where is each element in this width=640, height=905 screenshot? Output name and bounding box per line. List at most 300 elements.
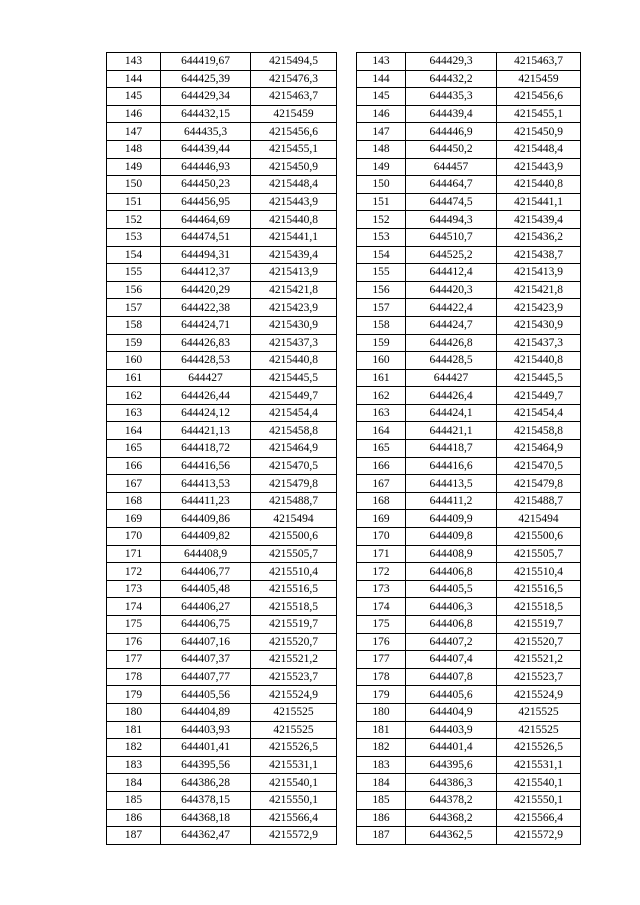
x-coordinate-cell: 644407,4 bbox=[406, 651, 497, 669]
y-coordinate-cell: 4215421,8 bbox=[497, 281, 581, 299]
y-coordinate-cell: 4215540,1 bbox=[251, 774, 337, 792]
y-coordinate-cell: 4215423,9 bbox=[497, 299, 581, 317]
table-row bbox=[357, 563, 581, 581]
y-coordinate-cell: 4215430,9 bbox=[251, 316, 337, 334]
point-number-cell: 167 bbox=[107, 475, 161, 493]
x-coordinate-cell: 644450,2 bbox=[406, 140, 497, 158]
x-coordinate-cell: 644419,67 bbox=[161, 53, 251, 71]
table-row bbox=[357, 299, 581, 317]
table-row bbox=[357, 158, 581, 176]
y-coordinate-cell: 4215526,5 bbox=[497, 739, 581, 757]
y-coordinate-cell: 4215455,1 bbox=[251, 140, 337, 158]
table-row bbox=[107, 211, 337, 229]
table-row bbox=[107, 369, 337, 387]
x-coordinate-cell: 644525,2 bbox=[406, 246, 497, 264]
y-coordinate-cell: 4215525 bbox=[497, 721, 581, 739]
x-coordinate-cell: 644418,72 bbox=[161, 440, 251, 458]
y-coordinate-cell: 4215470,5 bbox=[497, 457, 581, 475]
y-coordinate-cell: 4215470,5 bbox=[251, 457, 337, 475]
table-row bbox=[107, 387, 337, 405]
x-coordinate-cell: 644426,4 bbox=[406, 387, 497, 405]
y-coordinate-cell: 4215516,5 bbox=[497, 580, 581, 598]
table-row bbox=[357, 686, 581, 704]
x-coordinate-cell: 644409,9 bbox=[406, 510, 497, 528]
y-coordinate-cell: 4215443,9 bbox=[497, 158, 581, 176]
table-row bbox=[107, 827, 337, 845]
table-row bbox=[357, 633, 581, 651]
table-row bbox=[107, 281, 337, 299]
x-coordinate-cell: 644406,8 bbox=[406, 616, 497, 634]
y-coordinate-cell: 4215421,8 bbox=[251, 281, 337, 299]
y-coordinate-cell: 4215454,4 bbox=[497, 404, 581, 422]
y-coordinate-cell: 4215476,3 bbox=[251, 70, 337, 88]
table-row bbox=[357, 580, 581, 598]
y-coordinate-cell: 4215458,8 bbox=[497, 422, 581, 440]
point-number-cell: 186 bbox=[107, 809, 161, 827]
y-coordinate-cell: 4215524,9 bbox=[251, 686, 337, 704]
point-number-cell: 184 bbox=[107, 774, 161, 792]
x-coordinate-cell: 644446,93 bbox=[161, 158, 251, 176]
point-number-cell: 147 bbox=[357, 123, 406, 141]
x-coordinate-cell: 644428,53 bbox=[161, 352, 251, 370]
y-coordinate-cell: 4215494 bbox=[497, 510, 581, 528]
table-row bbox=[107, 264, 337, 282]
y-coordinate-cell: 4215455,1 bbox=[497, 105, 581, 123]
table-row bbox=[357, 545, 581, 563]
x-coordinate-cell: 644368,18 bbox=[161, 809, 251, 827]
y-coordinate-cell: 4215520,7 bbox=[251, 633, 337, 651]
table-row bbox=[107, 598, 337, 616]
table-row bbox=[357, 791, 581, 809]
table-row bbox=[107, 545, 337, 563]
table-row bbox=[107, 422, 337, 440]
y-coordinate-cell: 4215523,7 bbox=[497, 668, 581, 686]
point-number-cell: 143 bbox=[357, 53, 406, 71]
y-coordinate-cell: 4215456,6 bbox=[251, 123, 337, 141]
table-row bbox=[357, 475, 581, 493]
x-coordinate-cell: 644432,2 bbox=[406, 70, 497, 88]
x-coordinate-cell: 644407,8 bbox=[406, 668, 497, 686]
x-coordinate-cell: 644464,69 bbox=[161, 211, 251, 229]
point-number-cell: 173 bbox=[107, 580, 161, 598]
table-row bbox=[107, 756, 337, 774]
point-number-cell: 181 bbox=[357, 721, 406, 739]
y-coordinate-cell: 4215566,4 bbox=[497, 809, 581, 827]
table-row bbox=[357, 105, 581, 123]
y-coordinate-cell: 4215464,9 bbox=[251, 440, 337, 458]
y-coordinate-cell: 4215531,1 bbox=[251, 756, 337, 774]
x-coordinate-cell: 644413,5 bbox=[406, 475, 497, 493]
y-coordinate-cell: 4215445,5 bbox=[251, 369, 337, 387]
y-coordinate-cell: 4215500,6 bbox=[251, 528, 337, 546]
point-number-cell: 148 bbox=[107, 140, 161, 158]
table-row bbox=[357, 528, 581, 546]
y-coordinate-cell: 4215518,5 bbox=[497, 598, 581, 616]
table-row bbox=[107, 580, 337, 598]
point-number-cell: 145 bbox=[357, 88, 406, 106]
y-coordinate-cell: 4215550,1 bbox=[251, 791, 337, 809]
table-row bbox=[357, 123, 581, 141]
point-number-cell: 158 bbox=[107, 316, 161, 334]
y-coordinate-cell: 4215572,9 bbox=[497, 827, 581, 845]
table-row bbox=[357, 703, 581, 721]
table-row bbox=[107, 721, 337, 739]
y-coordinate-cell: 4215572,9 bbox=[251, 827, 337, 845]
x-coordinate-cell: 644411,2 bbox=[406, 492, 497, 510]
x-coordinate-cell: 644464,7 bbox=[406, 176, 497, 194]
x-coordinate-cell: 644429,3 bbox=[406, 53, 497, 71]
y-coordinate-cell: 4215441,1 bbox=[251, 228, 337, 246]
y-coordinate-cell: 4215413,9 bbox=[497, 264, 581, 282]
y-coordinate-cell: 4215443,9 bbox=[251, 193, 337, 211]
x-coordinate-cell: 644474,5 bbox=[406, 193, 497, 211]
y-coordinate-cell: 4215521,2 bbox=[497, 651, 581, 669]
x-coordinate-cell: 644418,7 bbox=[406, 440, 497, 458]
y-coordinate-cell: 4215519,7 bbox=[497, 616, 581, 634]
table-row bbox=[357, 176, 581, 194]
point-number-cell: 178 bbox=[107, 668, 161, 686]
table-row bbox=[357, 316, 581, 334]
y-coordinate-cell: 4215531,1 bbox=[497, 756, 581, 774]
x-coordinate-cell: 644404,89 bbox=[161, 703, 251, 721]
x-coordinate-cell: 644420,29 bbox=[161, 281, 251, 299]
point-number-cell: 185 bbox=[357, 791, 406, 809]
table-row bbox=[357, 457, 581, 475]
x-coordinate-cell: 644362,5 bbox=[406, 827, 497, 845]
y-coordinate-cell: 4215430,9 bbox=[497, 316, 581, 334]
table-row bbox=[107, 510, 337, 528]
y-coordinate-cell: 4215413,9 bbox=[251, 264, 337, 282]
point-number-cell: 147 bbox=[107, 123, 161, 141]
point-number-cell: 180 bbox=[107, 703, 161, 721]
point-number-cell: 182 bbox=[357, 739, 406, 757]
table-row bbox=[357, 739, 581, 757]
table-row bbox=[107, 791, 337, 809]
x-coordinate-cell: 644404,9 bbox=[406, 703, 497, 721]
x-coordinate-cell: 644416,6 bbox=[406, 457, 497, 475]
y-coordinate-cell: 4215510,4 bbox=[251, 563, 337, 581]
x-coordinate-cell: 644362,47 bbox=[161, 827, 251, 845]
point-number-cell: 183 bbox=[107, 756, 161, 774]
x-coordinate-cell: 644407,37 bbox=[161, 651, 251, 669]
table-row bbox=[357, 264, 581, 282]
y-coordinate-cell: 4215479,8 bbox=[497, 475, 581, 493]
point-number-cell: 187 bbox=[357, 827, 406, 845]
y-coordinate-cell: 4215518,5 bbox=[251, 598, 337, 616]
x-coordinate-cell: 644424,71 bbox=[161, 316, 251, 334]
x-coordinate-cell: 644435,3 bbox=[161, 123, 251, 141]
table-row bbox=[357, 721, 581, 739]
table-row bbox=[357, 228, 581, 246]
point-number-cell: 180 bbox=[357, 703, 406, 721]
y-coordinate-cell: 4215458,8 bbox=[251, 422, 337, 440]
point-number-cell: 169 bbox=[107, 510, 161, 528]
y-coordinate-cell: 4215437,3 bbox=[251, 334, 337, 352]
point-number-cell: 158 bbox=[357, 316, 406, 334]
point-number-cell: 168 bbox=[107, 492, 161, 510]
table-row bbox=[107, 563, 337, 581]
point-number-cell: 151 bbox=[107, 193, 161, 211]
point-number-cell: 165 bbox=[107, 440, 161, 458]
y-coordinate-cell: 4215494,5 bbox=[251, 53, 337, 71]
point-number-cell: 144 bbox=[107, 70, 161, 88]
y-coordinate-cell: 4215450,9 bbox=[497, 123, 581, 141]
x-coordinate-cell: 644409,8 bbox=[406, 528, 497, 546]
table-row bbox=[357, 369, 581, 387]
y-coordinate-cell: 4215437,3 bbox=[497, 334, 581, 352]
table-row bbox=[357, 668, 581, 686]
y-coordinate-cell: 4215450,9 bbox=[251, 158, 337, 176]
y-coordinate-cell: 4215454,4 bbox=[251, 404, 337, 422]
y-coordinate-cell: 4215440,8 bbox=[497, 352, 581, 370]
point-number-cell: 187 bbox=[107, 827, 161, 845]
x-coordinate-cell: 644425,39 bbox=[161, 70, 251, 88]
x-coordinate-cell: 644424,7 bbox=[406, 316, 497, 334]
table-row bbox=[357, 827, 581, 845]
point-number-cell: 172 bbox=[357, 563, 406, 581]
x-coordinate-cell: 644401,4 bbox=[406, 739, 497, 757]
y-coordinate-cell: 4215525 bbox=[251, 721, 337, 739]
point-number-cell: 150 bbox=[357, 176, 406, 194]
point-number-cell: 151 bbox=[357, 193, 406, 211]
point-number-cell: 149 bbox=[357, 158, 406, 176]
coordinates-table-right bbox=[356, 52, 581, 845]
point-number-cell: 157 bbox=[357, 299, 406, 317]
y-coordinate-cell: 4215448,4 bbox=[251, 176, 337, 194]
point-number-cell: 162 bbox=[107, 387, 161, 405]
y-coordinate-cell: 4215439,4 bbox=[497, 211, 581, 229]
x-coordinate-cell: 644426,83 bbox=[161, 334, 251, 352]
table-row bbox=[357, 70, 581, 88]
table-row bbox=[107, 809, 337, 827]
point-number-cell: 146 bbox=[107, 105, 161, 123]
y-coordinate-cell: 4215449,7 bbox=[497, 387, 581, 405]
point-number-cell: 177 bbox=[107, 651, 161, 669]
x-coordinate-cell: 644435,3 bbox=[406, 88, 497, 106]
x-coordinate-cell: 644494,31 bbox=[161, 246, 251, 264]
x-coordinate-cell: 644378,15 bbox=[161, 791, 251, 809]
table-row bbox=[107, 651, 337, 669]
x-coordinate-cell: 644408,9 bbox=[161, 545, 251, 563]
table-row bbox=[107, 88, 337, 106]
point-number-cell: 156 bbox=[357, 281, 406, 299]
point-number-cell: 156 bbox=[107, 281, 161, 299]
point-number-cell: 155 bbox=[107, 264, 161, 282]
y-coordinate-cell: 4215441,1 bbox=[497, 193, 581, 211]
table-row bbox=[357, 510, 581, 528]
point-number-cell: 155 bbox=[357, 264, 406, 282]
x-coordinate-cell: 644405,56 bbox=[161, 686, 251, 704]
x-coordinate-cell: 644401,41 bbox=[161, 739, 251, 757]
point-number-cell: 166 bbox=[107, 457, 161, 475]
point-number-cell: 150 bbox=[107, 176, 161, 194]
table-row bbox=[357, 616, 581, 634]
table-row bbox=[357, 211, 581, 229]
point-number-cell: 161 bbox=[107, 369, 161, 387]
table-row bbox=[107, 457, 337, 475]
point-number-cell: 145 bbox=[107, 88, 161, 106]
point-number-cell: 171 bbox=[107, 545, 161, 563]
x-coordinate-cell: 644450,23 bbox=[161, 176, 251, 194]
table-row bbox=[107, 616, 337, 634]
point-number-cell: 146 bbox=[357, 105, 406, 123]
table-row bbox=[107, 633, 337, 651]
x-coordinate-cell: 644427 bbox=[406, 369, 497, 387]
table-row bbox=[107, 193, 337, 211]
point-number-cell: 174 bbox=[107, 598, 161, 616]
y-coordinate-cell: 4215488,7 bbox=[497, 492, 581, 510]
table-row bbox=[107, 158, 337, 176]
table-row bbox=[107, 105, 337, 123]
table-row bbox=[357, 140, 581, 158]
x-coordinate-cell: 644422,4 bbox=[406, 299, 497, 317]
x-coordinate-cell: 644408,9 bbox=[406, 545, 497, 563]
table-row bbox=[107, 352, 337, 370]
table-row bbox=[107, 739, 337, 757]
table-row bbox=[357, 651, 581, 669]
y-coordinate-cell: 4215505,7 bbox=[251, 545, 337, 563]
table-row bbox=[107, 70, 337, 88]
y-coordinate-cell: 4215456,6 bbox=[497, 88, 581, 106]
point-number-cell: 174 bbox=[357, 598, 406, 616]
point-number-cell: 165 bbox=[357, 440, 406, 458]
y-coordinate-cell: 4215459 bbox=[497, 70, 581, 88]
x-coordinate-cell: 644421,13 bbox=[161, 422, 251, 440]
y-coordinate-cell: 4215423,9 bbox=[251, 299, 337, 317]
point-number-cell: 176 bbox=[107, 633, 161, 651]
table-row bbox=[357, 246, 581, 264]
point-number-cell: 167 bbox=[357, 475, 406, 493]
x-coordinate-cell: 644406,75 bbox=[161, 616, 251, 634]
x-coordinate-cell: 644406,77 bbox=[161, 563, 251, 581]
x-coordinate-cell: 644405,48 bbox=[161, 580, 251, 598]
point-number-cell: 160 bbox=[357, 352, 406, 370]
table-row bbox=[107, 492, 337, 510]
y-coordinate-cell: 4215464,9 bbox=[497, 440, 581, 458]
table-row bbox=[107, 334, 337, 352]
y-coordinate-cell: 4215500,6 bbox=[497, 528, 581, 546]
y-coordinate-cell: 4215510,4 bbox=[497, 563, 581, 581]
y-coordinate-cell: 4215505,7 bbox=[497, 545, 581, 563]
x-coordinate-cell: 644403,93 bbox=[161, 721, 251, 739]
table-row bbox=[357, 440, 581, 458]
table-row bbox=[357, 193, 581, 211]
y-coordinate-cell: 4215436,2 bbox=[497, 228, 581, 246]
x-coordinate-cell: 644422,38 bbox=[161, 299, 251, 317]
point-number-cell: 154 bbox=[357, 246, 406, 264]
y-coordinate-cell: 4215494 bbox=[251, 510, 337, 528]
point-number-cell: 166 bbox=[357, 457, 406, 475]
point-number-cell: 181 bbox=[107, 721, 161, 739]
coordinates-table-left-body bbox=[107, 53, 337, 845]
x-coordinate-cell: 644456,95 bbox=[161, 193, 251, 211]
x-coordinate-cell: 644446,9 bbox=[406, 123, 497, 141]
point-number-cell: 168 bbox=[357, 492, 406, 510]
point-number-cell: 175 bbox=[357, 616, 406, 634]
x-coordinate-cell: 644439,4 bbox=[406, 105, 497, 123]
y-coordinate-cell: 4215448,4 bbox=[497, 140, 581, 158]
table-row bbox=[107, 140, 337, 158]
x-coordinate-cell: 644368,2 bbox=[406, 809, 497, 827]
table-row bbox=[357, 53, 581, 71]
table-row bbox=[107, 316, 337, 334]
x-coordinate-cell: 644457 bbox=[406, 158, 497, 176]
point-number-cell: 175 bbox=[107, 616, 161, 634]
x-coordinate-cell: 644424,1 bbox=[406, 404, 497, 422]
x-coordinate-cell: 644432,15 bbox=[161, 105, 251, 123]
x-coordinate-cell: 644494,3 bbox=[406, 211, 497, 229]
point-number-cell: 163 bbox=[107, 404, 161, 422]
y-coordinate-cell: 4215488,7 bbox=[251, 492, 337, 510]
table-row bbox=[357, 809, 581, 827]
x-coordinate-cell: 644421,1 bbox=[406, 422, 497, 440]
point-number-cell: 177 bbox=[357, 651, 406, 669]
point-number-cell: 152 bbox=[107, 211, 161, 229]
y-coordinate-cell: 4215440,8 bbox=[251, 211, 337, 229]
point-number-cell: 179 bbox=[107, 686, 161, 704]
x-coordinate-cell: 644407,2 bbox=[406, 633, 497, 651]
y-coordinate-cell: 4215440,8 bbox=[497, 176, 581, 194]
table-row bbox=[357, 774, 581, 792]
y-coordinate-cell: 4215459 bbox=[251, 105, 337, 123]
x-coordinate-cell: 644406,27 bbox=[161, 598, 251, 616]
table-row bbox=[107, 528, 337, 546]
point-number-cell: 170 bbox=[107, 528, 161, 546]
y-coordinate-cell: 4215524,9 bbox=[497, 686, 581, 704]
point-number-cell: 185 bbox=[107, 791, 161, 809]
table-row bbox=[357, 598, 581, 616]
point-number-cell: 169 bbox=[357, 510, 406, 528]
x-coordinate-cell: 644406,3 bbox=[406, 598, 497, 616]
x-coordinate-cell: 644412,4 bbox=[406, 264, 497, 282]
x-coordinate-cell: 644439,44 bbox=[161, 140, 251, 158]
point-number-cell: 153 bbox=[357, 228, 406, 246]
y-coordinate-cell: 4215550,1 bbox=[497, 791, 581, 809]
table-row bbox=[107, 668, 337, 686]
point-number-cell: 162 bbox=[357, 387, 406, 405]
point-number-cell: 159 bbox=[357, 334, 406, 352]
point-number-cell: 148 bbox=[357, 140, 406, 158]
coordinates-table-right-body bbox=[357, 53, 581, 845]
x-coordinate-cell: 644409,82 bbox=[161, 528, 251, 546]
y-coordinate-cell: 4215525 bbox=[497, 703, 581, 721]
x-coordinate-cell: 644428,5 bbox=[406, 352, 497, 370]
table-row bbox=[107, 299, 337, 317]
y-coordinate-cell: 4215566,4 bbox=[251, 809, 337, 827]
table-row bbox=[107, 774, 337, 792]
y-coordinate-cell: 4215525 bbox=[251, 703, 337, 721]
x-coordinate-cell: 644395,6 bbox=[406, 756, 497, 774]
point-number-cell: 160 bbox=[107, 352, 161, 370]
table-row bbox=[357, 492, 581, 510]
point-number-cell: 179 bbox=[357, 686, 406, 704]
table-row bbox=[107, 703, 337, 721]
x-coordinate-cell: 644412,37 bbox=[161, 264, 251, 282]
point-number-cell: 143 bbox=[107, 53, 161, 71]
y-coordinate-cell: 4215440,8 bbox=[251, 352, 337, 370]
table-row bbox=[107, 404, 337, 422]
x-coordinate-cell: 644407,77 bbox=[161, 668, 251, 686]
table-row bbox=[357, 387, 581, 405]
y-coordinate-cell: 4215519,7 bbox=[251, 616, 337, 634]
table-row bbox=[357, 422, 581, 440]
x-coordinate-cell: 644409,86 bbox=[161, 510, 251, 528]
point-number-cell: 164 bbox=[107, 422, 161, 440]
x-coordinate-cell: 644405,6 bbox=[406, 686, 497, 704]
y-coordinate-cell: 4215438,7 bbox=[497, 246, 581, 264]
x-coordinate-cell: 644411,23 bbox=[161, 492, 251, 510]
y-coordinate-cell: 4215479,8 bbox=[251, 475, 337, 493]
